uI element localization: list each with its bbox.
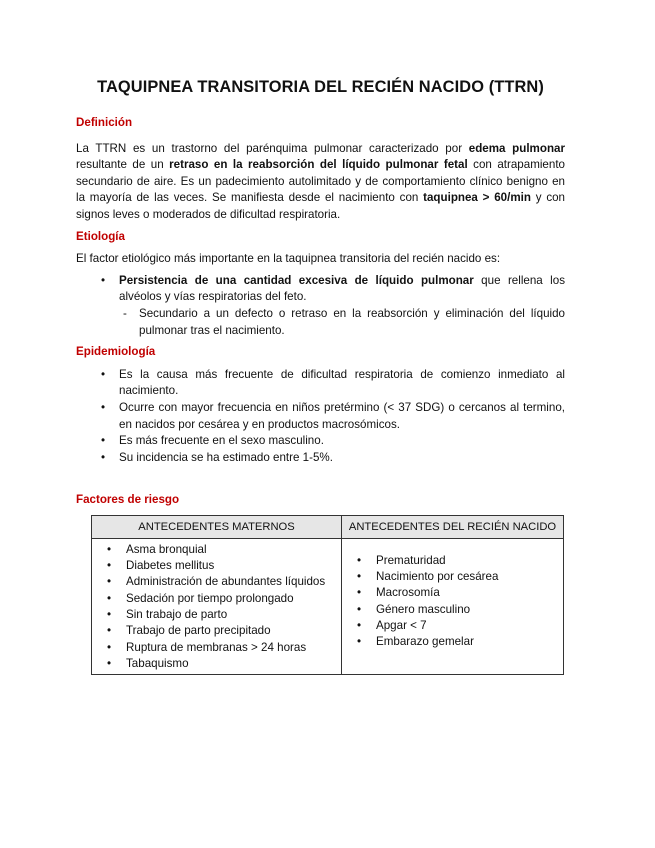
- definicion-text-3: con atrapamiento secundario de aire. Es un padecimiento autolimitado y de comportamiento clínico benigno en la mayoría de las veces. Se manifiesta desde el nacimiento con: [76, 158, 565, 205]
- list-item: - Secundario a un defecto o retraso en la reabsorción y eliminación del líquido pulmonar tras el nacimiento.: [76, 306, 565, 339]
- list-item: • Trabajo de parto precipitado: [92, 623, 341, 639]
- recien-nacido-list: [342, 553, 563, 651]
- list-item: • Diabetes mellitus: [92, 558, 341, 574]
- table-row: [92, 538, 564, 674]
- column-header-recien-nacido: ANTECEDENTES DEL RECIÉN NACIDO: [342, 515, 564, 538]
- section-heading-epidemiologia: Epidemiología: [76, 345, 156, 359]
- definicion-text-2: resultante de un: [76, 158, 170, 172]
- maternos-list: [92, 542, 341, 672]
- definicion-bold-2: retraso en la reabsorción del líquido pulmonar fetal: [169, 158, 468, 172]
- definicion-text-1: La TTRN es un trastorno del parénquima pulmonar caracterizado por: [76, 141, 469, 155]
- list-item: • Género masculino: [342, 602, 563, 618]
- maternos-cell: [92, 538, 342, 674]
- section-heading-etiologia: Etiología: [76, 229, 125, 243]
- definicion-bold-3: taquipnea > 60/min: [423, 191, 531, 205]
- definicion-paragraph: [76, 141, 565, 224]
- page-title: TAQUIPNEA TRANSITORIA DEL RECIÉN NACIDO (TTRN): [97, 78, 544, 96]
- list-item: • Sedación por tiempo prolongado: [92, 591, 341, 607]
- list-item: • Apgar < 7: [342, 618, 563, 634]
- list-item: [76, 273, 565, 306]
- recien-nacido-cell: [342, 538, 564, 674]
- list-item: • Es más frecuente en el sexo masculino.: [76, 433, 565, 450]
- etiologia-intro: El factor etiológico más importante en la taquipnea transitoria del recién nacido es:: [76, 252, 501, 266]
- section-heading-definicion: Definición: [76, 116, 133, 129]
- epidemiologia-list: [76, 367, 565, 467]
- document-content: [76, 76, 565, 675]
- column-header-maternos: ANTECEDENTES MATERNOS: [92, 515, 342, 538]
- etiologia-sublist: [76, 306, 565, 339]
- etiologia-list: [76, 273, 565, 306]
- section-heading-factores: Factores de riesgo: [76, 493, 180, 507]
- definicion-text-4: y con signos leves o moderados de dificultad respiratoria.: [76, 191, 566, 221]
- list-item: • Asma bronquial: [92, 542, 341, 558]
- list-item: • Macrosomía: [342, 585, 563, 601]
- list-item: • Sin trabajo de parto: [92, 607, 341, 623]
- list-item: • Ocurre con mayor frecuencia en niños pretérmino (< 37 SDG) o cercanos al termino, en nacidos por cesárea y en productos macrosómicos.: [76, 400, 565, 433]
- risk-factors-table: [91, 515, 564, 675]
- etiologia-bullet-bold: Persistencia de una cantidad excesiva de líquido pulmonar: [119, 273, 474, 287]
- list-item: • Administración de abundantes líquidos: [92, 574, 341, 590]
- list-item: • Nacimiento por cesárea: [342, 569, 563, 585]
- list-item: • Prematuridad: [342, 553, 563, 569]
- list-item: • Es la causa más frecuente de dificultad respiratoria de comienzo inmediato al nacimiento.: [76, 367, 565, 400]
- etiologia-bullet-rest: que rellena los alvéolos y vías respiratorias del feto.: [119, 273, 565, 304]
- definicion-bold-1: edema pulmonar: [468, 141, 565, 155]
- table-header-row: [92, 515, 564, 538]
- list-item: • Tabaquismo: [92, 656, 341, 672]
- list-item: • Ruptura de membranas > 24 horas: [92, 640, 341, 656]
- list-item: • Su incidencia se ha estimado entre 1-5%.: [76, 450, 565, 467]
- list-item: • Embarazo gemelar: [342, 634, 563, 650]
